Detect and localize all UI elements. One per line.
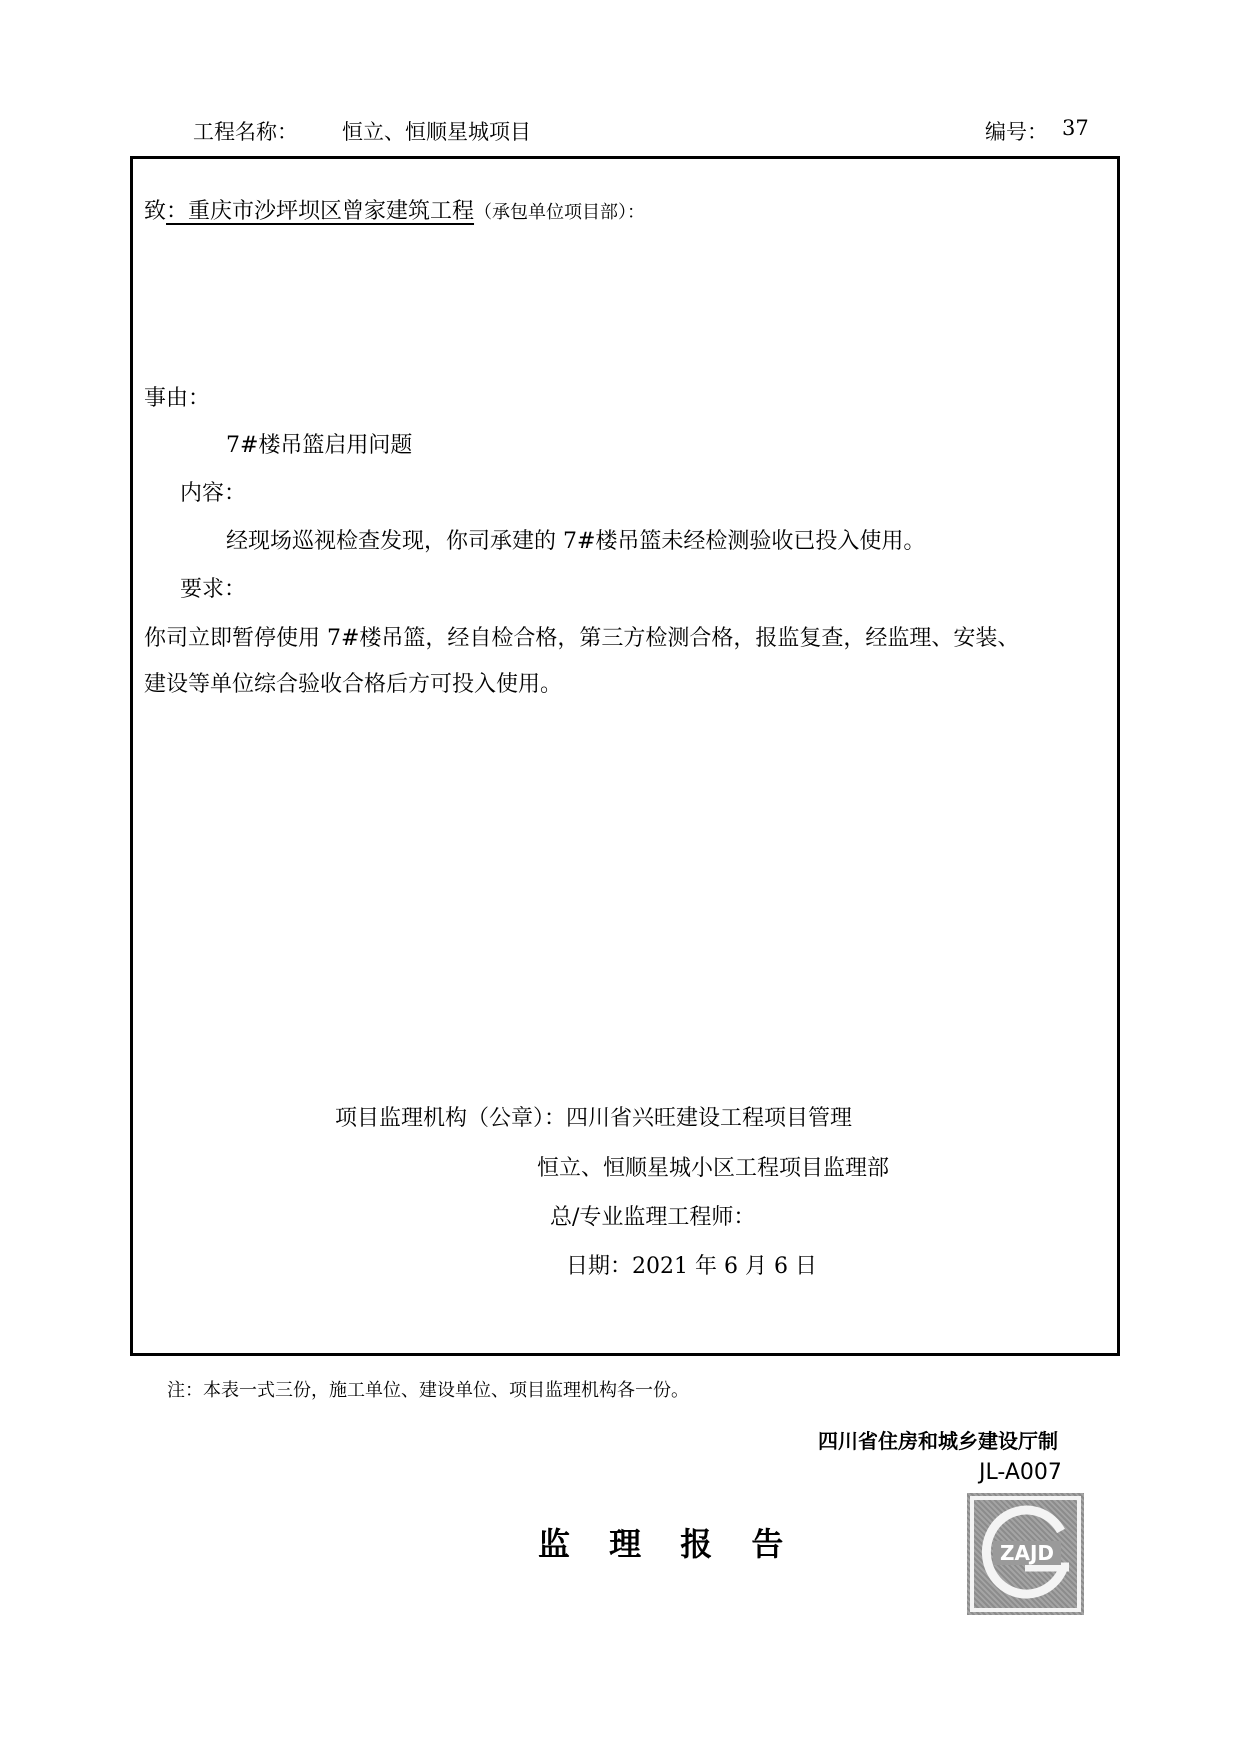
requirements-line-1: 你司立即暂停使用 7#楼吊篮，经自检合格，第三方检测合格，报监复查，经监理、安装、 <box>144 626 1020 651</box>
addressee-prefix: 致 <box>144 199 167 224</box>
addressee-line <box>144 194 645 225</box>
engineer-label: 总/专业监理工程师： <box>550 1205 756 1230</box>
number-value: 37 <box>1062 116 1089 140</box>
footnote: 注：本表一式三份，施工单位、建设单位、项目监理机构各一份。 <box>167 1380 689 1401</box>
supervision-org-line-2: 恒立、恒顺星城小区工程项目监理部 <box>537 1156 890 1181</box>
document-title: 监 理 报 告 <box>538 1525 798 1563</box>
number-label: 编号： <box>985 120 1048 144</box>
supervision-org-line-1: 项目监理机构（公章）：四川省兴旺建设工程项目管理 <box>335 1106 853 1131</box>
issuer: 四川省住房和城乡建设厅制 <box>818 1429 1058 1453</box>
content-text: 经现场巡视检查发现，你司承建的 7#楼吊篮未经检测验收已投入使用。 <box>226 529 926 554</box>
content-label: 内容： <box>180 481 247 506</box>
reason-text: 7#楼吊篮启用问题 <box>226 433 413 458</box>
addressee-suffix: （承包单位项目部）： <box>474 202 646 223</box>
requirements-label: 要求： <box>180 577 247 602</box>
zajd-logo-icon <box>967 1493 1084 1615</box>
signature-date: 日期：2021 年 6 月 6 日 <box>566 1254 817 1279</box>
form-code: JL-A007 <box>979 1460 1062 1485</box>
project-name: 恒立、恒顺星城项目 <box>342 120 531 144</box>
stamp-text: ZAJD <box>999 1541 1055 1565</box>
reason-label: 事由： <box>144 386 211 411</box>
project-label: 工程名称： <box>193 120 298 144</box>
addressee-name: ：重庆市沙坪坝区曾家建筑工程 <box>166 199 475 224</box>
requirements-line-2: 建设等单位综合验收合格后方可投入使用。 <box>144 672 563 697</box>
zajd-stamp <box>967 1493 1084 1615</box>
